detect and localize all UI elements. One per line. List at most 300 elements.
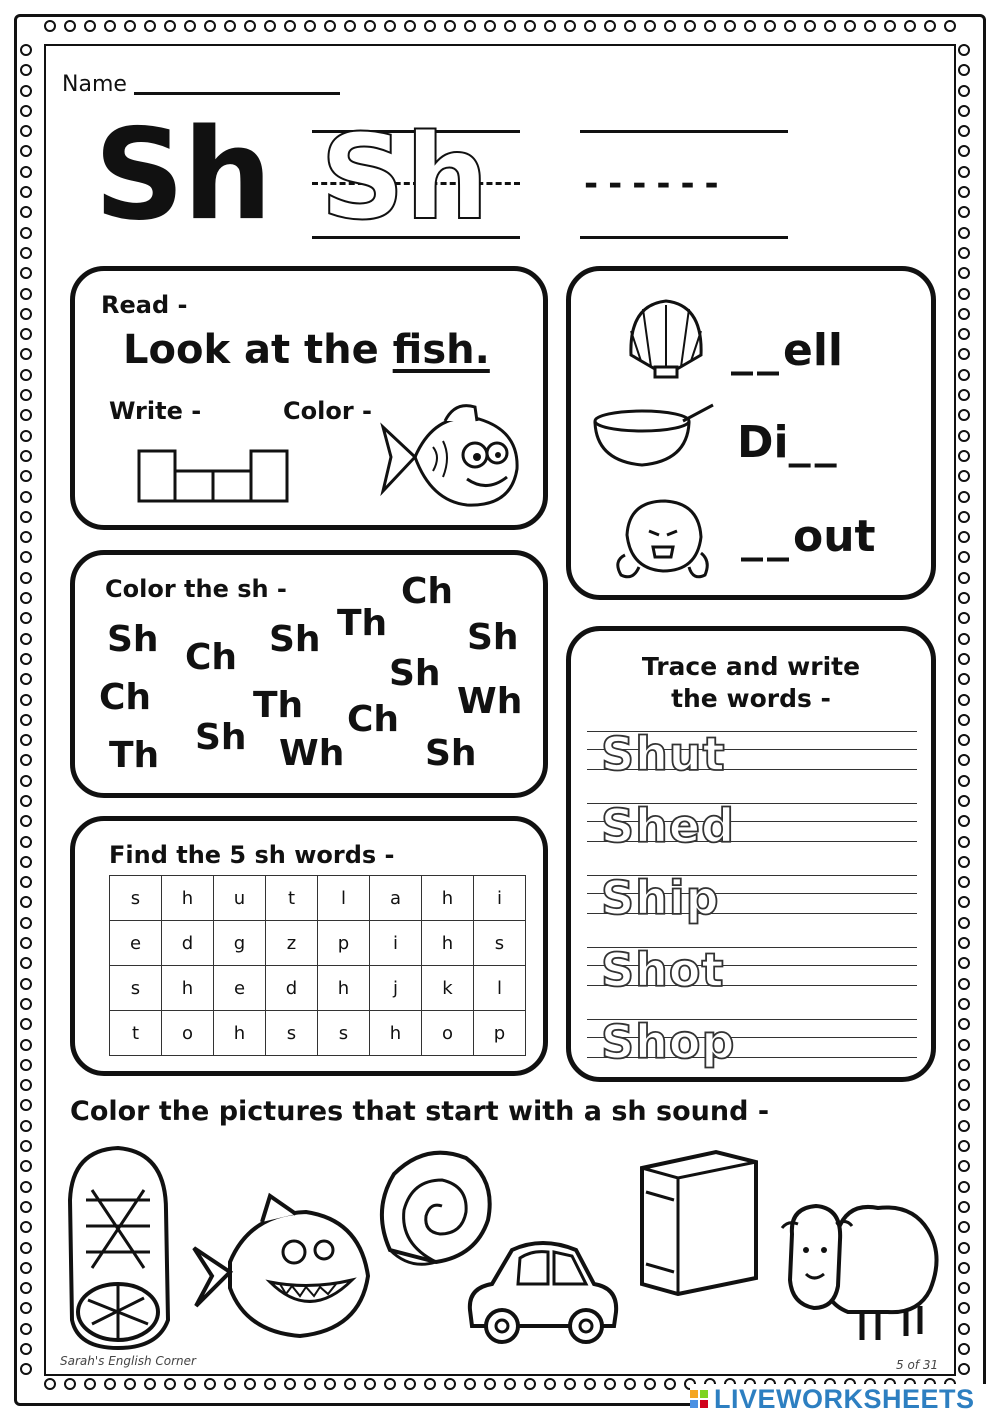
border-dot — [958, 917, 970, 929]
border-dot — [104, 1378, 116, 1390]
border-dot — [20, 633, 32, 645]
border-dot — [958, 694, 970, 706]
border-dots-left — [20, 44, 42, 1376]
grid-row — [110, 966, 526, 1011]
sheep-icon[interactable] — [778, 1190, 942, 1346]
border-dot — [564, 20, 576, 32]
border-dot — [958, 206, 970, 218]
border-dot — [958, 369, 970, 381]
missing-letters-box — [566, 266, 936, 600]
grid-cell[interactable]: h — [422, 921, 474, 966]
border-dot — [958, 1242, 970, 1254]
border-dot — [204, 20, 216, 32]
border-dot — [20, 1221, 32, 1233]
missing-blank-3[interactable]: __ — [741, 511, 793, 562]
border-dot — [344, 20, 356, 32]
border-dot — [958, 145, 970, 157]
border-dot — [958, 348, 970, 360]
border-dot — [224, 1378, 236, 1390]
border-dots-top — [44, 20, 956, 42]
border-dot — [344, 1378, 356, 1390]
border-dots-right — [958, 44, 980, 1376]
border-dot — [958, 44, 970, 56]
border-dot — [604, 20, 616, 32]
grid-cell[interactable]: p — [318, 921, 370, 966]
grid-cell[interactable]: s — [110, 966, 162, 1011]
border-dot — [704, 20, 716, 32]
border-dot — [624, 20, 636, 32]
border-dot — [20, 673, 32, 685]
word-shape-boxes[interactable] — [135, 441, 295, 505]
big-letters: Sh — [94, 101, 271, 248]
footer-credit: Sarah's English Corner — [60, 1354, 196, 1368]
trace-word-shed[interactable]: Shed — [601, 799, 736, 853]
border-dot — [958, 673, 970, 685]
color-label: Color - — [283, 397, 372, 425]
border-dot — [958, 978, 970, 990]
border-dot — [20, 247, 32, 259]
border-dot — [20, 288, 32, 300]
border-dot — [20, 369, 32, 381]
border-dot — [944, 20, 956, 32]
shouting-face-icon — [613, 495, 713, 585]
border-dot — [20, 612, 32, 624]
grid-cell[interactable]: h — [162, 966, 214, 1011]
border-dot — [958, 450, 970, 462]
border-dot — [20, 450, 32, 462]
border-dot — [958, 551, 970, 563]
border-dot — [958, 998, 970, 1010]
border-dot — [958, 1079, 970, 1091]
border-dot — [958, 592, 970, 604]
border-dot — [20, 551, 32, 563]
border-dot — [424, 1378, 436, 1390]
border-dot — [958, 957, 970, 969]
missing-word-2: Di__ — [737, 417, 841, 468]
border-dot — [20, 227, 32, 239]
border-dot — [20, 957, 32, 969]
grid-cell[interactable]: d — [162, 921, 214, 966]
book-icon[interactable] — [636, 1148, 760, 1296]
brand-logo-icon — [690, 1390, 708, 1408]
border-dot — [20, 795, 32, 807]
border-dot — [244, 1378, 256, 1390]
border-dot — [904, 20, 916, 32]
border-dot — [64, 20, 76, 32]
border-dot — [20, 876, 32, 888]
grid-cell[interactable]: o — [422, 1011, 474, 1056]
border-dot — [958, 308, 970, 320]
border-dot — [644, 1378, 656, 1390]
border-dot — [958, 754, 970, 766]
border-dot — [20, 470, 32, 482]
trace-word-shop[interactable]: Shop — [601, 1015, 736, 1069]
border-dot — [20, 409, 32, 421]
border-dot — [958, 1018, 970, 1030]
border-dot — [20, 1363, 32, 1375]
border-dot — [20, 105, 32, 117]
border-dot — [20, 917, 32, 929]
border-dot — [20, 44, 32, 56]
word-search-box — [70, 816, 548, 1076]
border-dot — [444, 1378, 456, 1390]
border-dot — [764, 20, 776, 32]
border-dot — [958, 653, 970, 665]
border-dot — [524, 20, 536, 32]
grid-cell[interactable]: j — [370, 966, 422, 1011]
border-dot — [404, 20, 416, 32]
car-icon[interactable] — [462, 1234, 622, 1344]
border-dot — [20, 85, 32, 97]
border-dot — [958, 1099, 970, 1111]
border-dot — [804, 20, 816, 32]
border-dot — [524, 1378, 536, 1390]
write-label: Write - — [109, 397, 202, 425]
border-dot — [958, 1201, 970, 1213]
border-dot — [958, 937, 970, 949]
border-dot — [584, 20, 596, 32]
grid-cell[interactable]: h — [422, 876, 474, 921]
grid-cell[interactable]: l — [474, 966, 526, 1011]
border-dot — [84, 1378, 96, 1390]
border-dot — [20, 1201, 32, 1213]
border-dot — [20, 267, 32, 279]
border-dot — [20, 491, 32, 503]
border-dot — [464, 20, 476, 32]
border-dot — [20, 348, 32, 360]
word-sh-2[interactable]: Sh — [269, 619, 321, 660]
border-dot — [224, 20, 236, 32]
border-dot — [724, 20, 736, 32]
border-dot — [958, 734, 970, 746]
grid-cell[interactable]: s — [266, 1011, 318, 1056]
name-label: Name — [62, 72, 127, 97]
sentence-key-word: fish. — [392, 327, 490, 373]
pictures-title: Color the pictures that start with a sh sound - — [70, 1096, 770, 1127]
border-dot — [424, 20, 436, 32]
border-dot — [20, 308, 32, 320]
traced-letters: Sh — [320, 108, 489, 246]
trace-title: Trace and write the words - — [641, 652, 861, 713]
border-dot — [20, 836, 32, 848]
border-dot — [958, 227, 970, 239]
border-dot — [958, 1343, 970, 1355]
border-dot — [604, 1378, 616, 1390]
border-dot — [584, 1378, 596, 1390]
write-dashes: ------ — [584, 164, 729, 204]
border-dot — [20, 754, 32, 766]
border-dot — [20, 653, 32, 665]
border-dot — [20, 572, 32, 584]
border-dot — [304, 20, 316, 32]
border-dot — [958, 633, 970, 645]
write-line-bottom[interactable] — [580, 236, 788, 239]
grid-cell[interactable]: l — [318, 876, 370, 921]
brand-name: LIVEWORKSHEETS — [714, 1383, 975, 1414]
border-dot — [20, 64, 32, 76]
border-dot — [958, 775, 970, 787]
word-sh-6[interactable]: Sh — [425, 733, 477, 774]
footer-page-number: 5 of 31 — [896, 1358, 939, 1372]
border-dot — [204, 1378, 216, 1390]
border-dot — [84, 20, 96, 32]
word-th-3[interactable]: Th — [109, 735, 160, 776]
border-dot — [20, 1323, 32, 1335]
word-ch-4[interactable]: Ch — [347, 699, 400, 740]
border-dot — [824, 20, 836, 32]
dish-icon — [589, 401, 719, 471]
border-dot — [20, 1059, 32, 1071]
border-dot — [384, 20, 396, 32]
border-dot — [958, 166, 970, 178]
border-dot — [124, 1378, 136, 1390]
border-dot — [20, 511, 32, 523]
border-dot — [20, 1262, 32, 1274]
border-dot — [64, 1378, 76, 1390]
word-search-grid — [109, 875, 526, 1056]
border-dot — [20, 734, 32, 746]
border-dot — [564, 1378, 576, 1390]
grid-cell[interactable]: u — [214, 876, 266, 921]
grid-row — [110, 921, 526, 966]
word-ch-1[interactable]: Ch — [185, 637, 238, 678]
border-dot — [884, 20, 896, 32]
border-dot — [958, 1282, 970, 1294]
border-dot — [20, 145, 32, 157]
border-dot — [184, 20, 196, 32]
border-dot — [958, 1262, 970, 1274]
border-dot — [958, 389, 970, 401]
border-dot — [20, 1018, 32, 1030]
border-dot — [20, 978, 32, 990]
border-dot — [844, 20, 856, 32]
trace-word-shot[interactable]: Shot — [601, 943, 725, 997]
border-dot — [20, 125, 32, 137]
border-dot — [484, 20, 496, 32]
fish-icon[interactable] — [375, 397, 525, 517]
border-dot — [364, 20, 376, 32]
border-dot — [20, 1302, 32, 1314]
color-sh-box — [70, 550, 548, 798]
grid-cell[interactable]: k — [422, 966, 474, 1011]
border-dot — [384, 1378, 396, 1390]
border-dot — [504, 20, 516, 32]
border-dot — [324, 20, 336, 32]
grid-cell[interactable]: s — [318, 1011, 370, 1056]
read-label: Read - — [101, 291, 188, 319]
missing-word-1: __ell — [731, 325, 844, 376]
grid-cell[interactable]: g — [214, 921, 266, 966]
border-dot — [464, 1378, 476, 1390]
border-dot — [484, 1378, 496, 1390]
border-dot — [544, 20, 556, 32]
border-dot — [20, 1099, 32, 1111]
border-dot — [20, 592, 32, 604]
shark-icon[interactable] — [190, 1192, 374, 1342]
border-dot — [20, 1242, 32, 1254]
border-dot — [264, 20, 276, 32]
border-dot — [324, 1378, 336, 1390]
grid-cell[interactable]: e — [214, 966, 266, 1011]
missing-blank-1[interactable]: __ — [731, 325, 783, 376]
border-dot — [958, 1120, 970, 1132]
border-dot — [958, 409, 970, 421]
missing-blank-2[interactable]: __ — [788, 417, 841, 468]
color-sh-title: Color the sh - — [105, 575, 287, 603]
border-dot — [124, 20, 136, 32]
border-dot — [958, 815, 970, 827]
border-dot — [958, 328, 970, 340]
border-dot — [20, 531, 32, 543]
border-dot — [958, 1160, 970, 1172]
word-th-2[interactable]: Th — [253, 685, 304, 726]
grid-row — [110, 1011, 526, 1056]
border-dot — [20, 1140, 32, 1152]
border-dot — [444, 20, 456, 32]
trace-word-shut[interactable]: Shut — [601, 727, 726, 781]
grid-cell[interactable]: e — [110, 921, 162, 966]
shoe-icon[interactable] — [62, 1140, 174, 1354]
border-dot — [20, 714, 32, 726]
border-dot — [924, 20, 936, 32]
trace-write-box — [566, 626, 936, 1082]
border-dot — [958, 430, 970, 442]
border-dot — [20, 1343, 32, 1355]
word-sh-3[interactable]: Sh — [467, 617, 519, 658]
border-dot — [20, 1079, 32, 1091]
border-dot — [958, 1323, 970, 1335]
grid-cell[interactable]: h — [318, 966, 370, 1011]
border-dot — [20, 937, 32, 949]
border-dot — [958, 1059, 970, 1071]
word-wh-2[interactable]: Wh — [279, 733, 345, 774]
border-dot — [184, 1378, 196, 1390]
border-dot — [958, 125, 970, 137]
border-dot — [958, 1363, 970, 1375]
border-dot — [544, 1378, 556, 1390]
word-sh-5[interactable]: Sh — [195, 717, 247, 758]
border-dot — [20, 389, 32, 401]
word-ch-2[interactable]: Ch — [401, 571, 454, 612]
border-dot — [958, 491, 970, 503]
border-dot — [958, 64, 970, 76]
grid-cell[interactable]: d — [266, 966, 318, 1011]
border-dot — [244, 20, 256, 32]
grid-cell[interactable]: i — [474, 876, 526, 921]
sentence-start: Look at the — [123, 327, 393, 373]
border-dot — [958, 1039, 970, 1051]
border-dot — [264, 1378, 276, 1390]
border-dot — [44, 1378, 56, 1390]
border-dot — [958, 1221, 970, 1233]
grid-cell[interactable]: z — [266, 921, 318, 966]
name-input-line[interactable] — [134, 92, 340, 95]
border-dot — [958, 612, 970, 624]
grid-cell[interactable]: h — [162, 876, 214, 921]
grid-cell[interactable]: p — [474, 1011, 526, 1056]
seashell-icon — [621, 295, 711, 381]
border-dot — [20, 1282, 32, 1294]
border-dot — [958, 876, 970, 888]
border-dot — [20, 1039, 32, 1051]
border-dot — [20, 1181, 32, 1193]
border-dot — [20, 998, 32, 1010]
border-dot — [20, 856, 32, 868]
border-dot — [20, 1120, 32, 1132]
border-dot — [164, 20, 176, 32]
border-dot — [958, 1181, 970, 1193]
border-dot — [144, 1378, 156, 1390]
border-dot — [664, 20, 676, 32]
border-dot — [958, 1140, 970, 1152]
word-th-1[interactable]: Th — [337, 603, 388, 644]
border-dot — [958, 105, 970, 117]
grid-cell[interactable]: t — [266, 876, 318, 921]
brand-bar[interactable] — [690, 1384, 990, 1414]
border-dot — [958, 572, 970, 584]
border-dot — [958, 288, 970, 300]
border-dot — [164, 1378, 176, 1390]
word-ch-3[interactable]: Ch — [99, 677, 152, 718]
border-dot — [20, 1160, 32, 1172]
border-dot — [958, 186, 970, 198]
border-dot — [304, 1378, 316, 1390]
border-dot — [958, 714, 970, 726]
grid-cell[interactable]: t — [110, 1011, 162, 1056]
border-dot — [20, 186, 32, 198]
border-dot — [20, 775, 32, 787]
word-wh-1[interactable]: Wh — [457, 681, 523, 722]
border-dot — [958, 511, 970, 523]
border-dot — [684, 20, 696, 32]
border-dot — [624, 1378, 636, 1390]
border-dot — [504, 1378, 516, 1390]
border-dot — [958, 85, 970, 97]
read-box — [70, 266, 548, 530]
border-dot — [44, 20, 56, 32]
grid-row — [110, 876, 526, 921]
border-dot — [104, 20, 116, 32]
border-dot — [784, 20, 796, 32]
grid-cell[interactable]: i — [370, 921, 422, 966]
border-dot — [958, 896, 970, 908]
grid-cell[interactable]: s — [474, 921, 526, 966]
word-sh-1[interactable]: Sh — [107, 619, 159, 660]
border-dot — [664, 1378, 676, 1390]
border-dot — [20, 815, 32, 827]
grid-cell[interactable]: h — [214, 1011, 266, 1056]
write-line-top[interactable] — [580, 130, 788, 133]
word-sh-4[interactable]: Sh — [389, 653, 441, 694]
missing-word-3: __out — [741, 511, 876, 562]
border-dot — [958, 531, 970, 543]
trace-word-ship[interactable]: Ship — [601, 871, 720, 925]
border-dot — [958, 1302, 970, 1314]
border-dot — [284, 20, 296, 32]
word-search-title: Find the 5 sh words - — [109, 841, 395, 869]
grid-cell[interactable]: a — [370, 876, 422, 921]
border-dot — [20, 694, 32, 706]
border-dot — [958, 795, 970, 807]
grid-cell[interactable]: h — [370, 1011, 422, 1056]
grid-cell[interactable]: s — [110, 876, 162, 921]
border-dot — [644, 20, 656, 32]
border-dot — [364, 1378, 376, 1390]
border-dot — [958, 247, 970, 259]
grid-cell[interactable]: o — [162, 1011, 214, 1056]
border-dot — [20, 430, 32, 442]
border-dot — [144, 20, 156, 32]
